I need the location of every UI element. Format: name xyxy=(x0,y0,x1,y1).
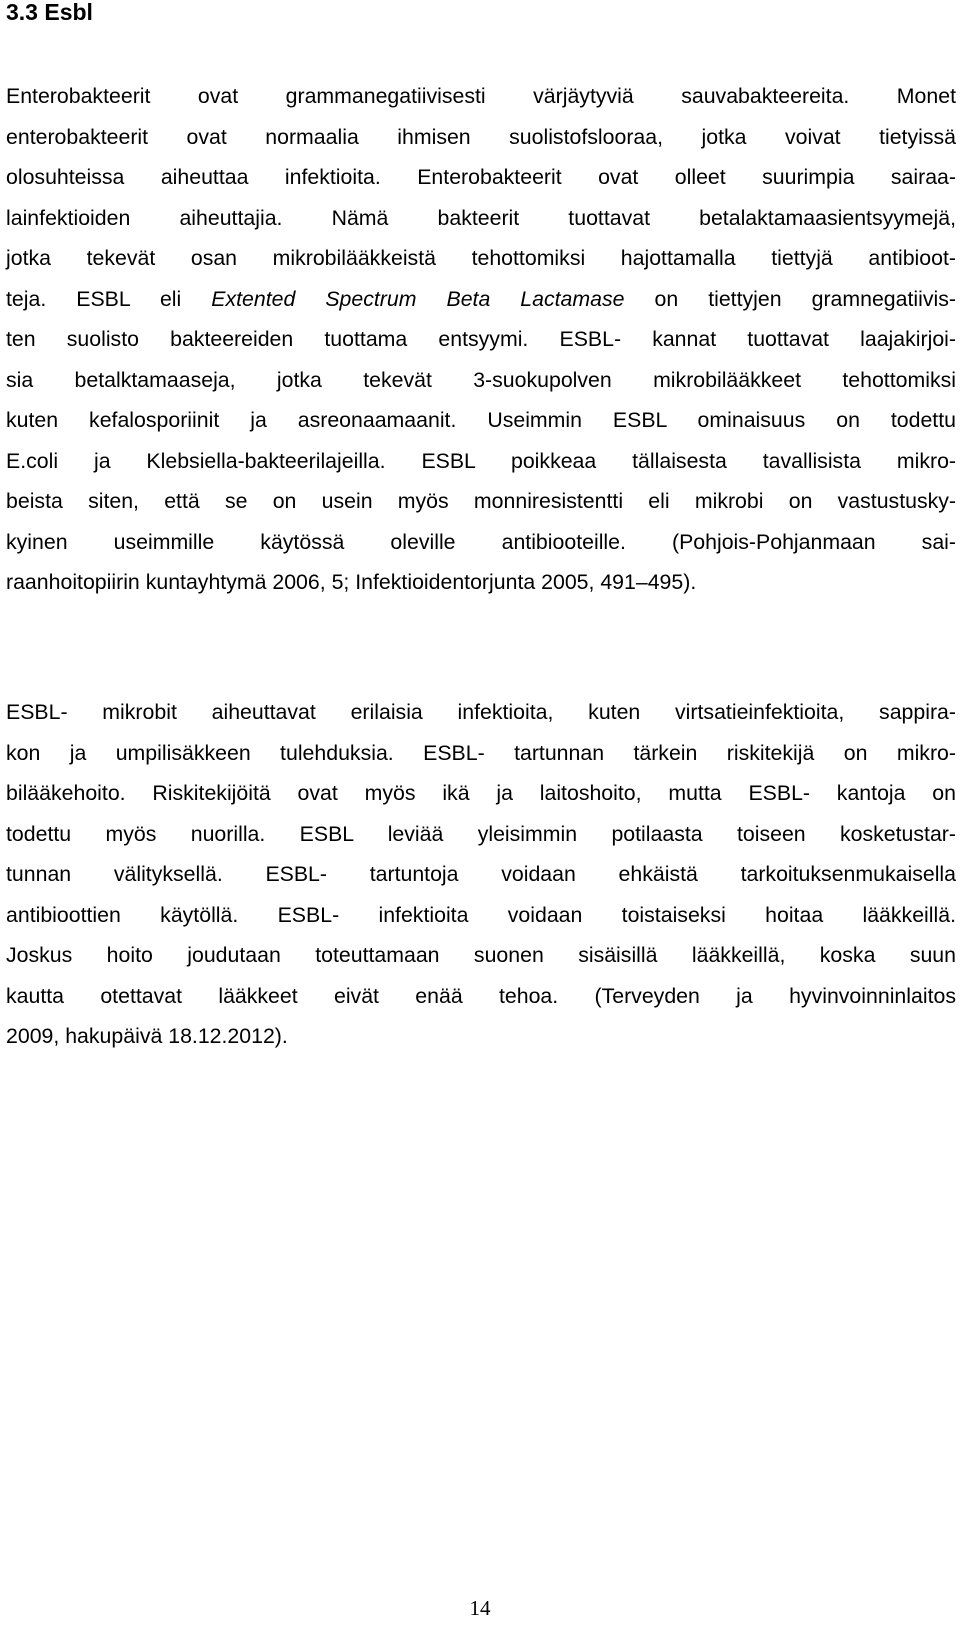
section-heading: 3.3 Esbl xyxy=(6,0,93,25)
text-line: kon ja umpilisäkkeen tulehduksia. ESBL- tartunnan tärkein riskitekijä on mikro- xyxy=(6,740,956,765)
text-line: olosuhteissa aiheuttaa infektioita. Enterobakteerit ovat olleet suurimpia sairaa- xyxy=(6,165,956,189)
text-line: bilääkehoito. Riskitekijöitä ovat myös ikä ja laitoshoito, mutta ESBL- kantoja on xyxy=(6,781,956,805)
text-line: raanhoitopiirin kuntayhtymä 2006, 5; Infektioidentorjunta 2005, 491–495). xyxy=(6,570,697,594)
paragraph-esbl-infections xyxy=(6,692,956,1057)
text-line: enterobakteerit ovat normaalia ihmisen suolistofslooraa, jotka voivat tietyissä xyxy=(6,124,956,149)
text-line-with-italic-term xyxy=(6,279,956,320)
text-line: antibioottien käytöllä. ESBL- infektioita voidaan toistaiseksi hoitaa lääkkeillä. xyxy=(6,902,956,927)
italic-term: Extented Spectrum Beta Lactamase xyxy=(211,286,625,311)
text-line: jotka tekevät osan mikrobilääkkeistä tehottomiksi hajottamalla tiettyjä antibioot- xyxy=(6,246,956,270)
text-line: 2009, hakupäivä 18.12.2012). xyxy=(6,1024,288,1048)
text-line: Enterobakteerit ovat grammanegatiivisesti värjäytyviä sauvabakteereita. Monet xyxy=(6,84,956,108)
text-line: kuten kefalosporiinit ja asreonaamaanit. Useimmin ESBL ominaisuus on todettu xyxy=(6,408,956,432)
text-line: tunnan välityksellä. ESBL- tartuntoja voidaan ehkäistä tarkoituksenmukaisella xyxy=(6,862,956,886)
text-line: E.coli ja Klebsiella-bakteerilajeilla. ESBL poikkeaa tällaisesta tavallisista mikro- xyxy=(6,448,956,473)
text-segment: on tiettyjen gramnegatiivis- xyxy=(624,286,956,311)
text-line: beista siten, että se on usein myös monniresistentti eli mikrobi on vastustusky- xyxy=(6,489,956,513)
text-line: kautta otettavat lääkkeet eivät enää tehoa. (Terveyden ja hyvinvoinninlaitos xyxy=(6,983,956,1008)
text-line: todettu myös nuorilla. ESBL leviää yleisimmin potilaasta toiseen kosketustar- xyxy=(6,821,956,846)
text-line: ten suolisto bakteereiden tuottama entsyymi. ESBL- kannat tuottavat laajakirjoi- xyxy=(6,327,956,351)
text-line: kyinen useimmille käytössä oleville antibiooteille. (Pohjois-Pohjanmaan sai- xyxy=(6,529,956,554)
text-line: ESBL- mikrobit aiheuttavat erilaisia infektioita, kuten virtsatieinfektioita, sappira- xyxy=(6,700,956,724)
paragraph-enterobacteria xyxy=(6,76,956,603)
text-line: lainfektioiden aiheuttajia. Nämä bakteerit tuottavat betalaktamaasientsyymejä, xyxy=(6,205,956,230)
text-line: Joskus hoito joudutaan toteuttamaan suonen sisäisillä lääkkeillä, koska suun xyxy=(6,943,956,967)
text-segment: teja. ESBL eli xyxy=(6,286,212,311)
text-line: sia betalktamaaseja, jotka tekevät 3-suokupolven mikrobilääkkeet tehottomiksi xyxy=(6,367,956,392)
page-number: 14 xyxy=(469,1596,491,1620)
